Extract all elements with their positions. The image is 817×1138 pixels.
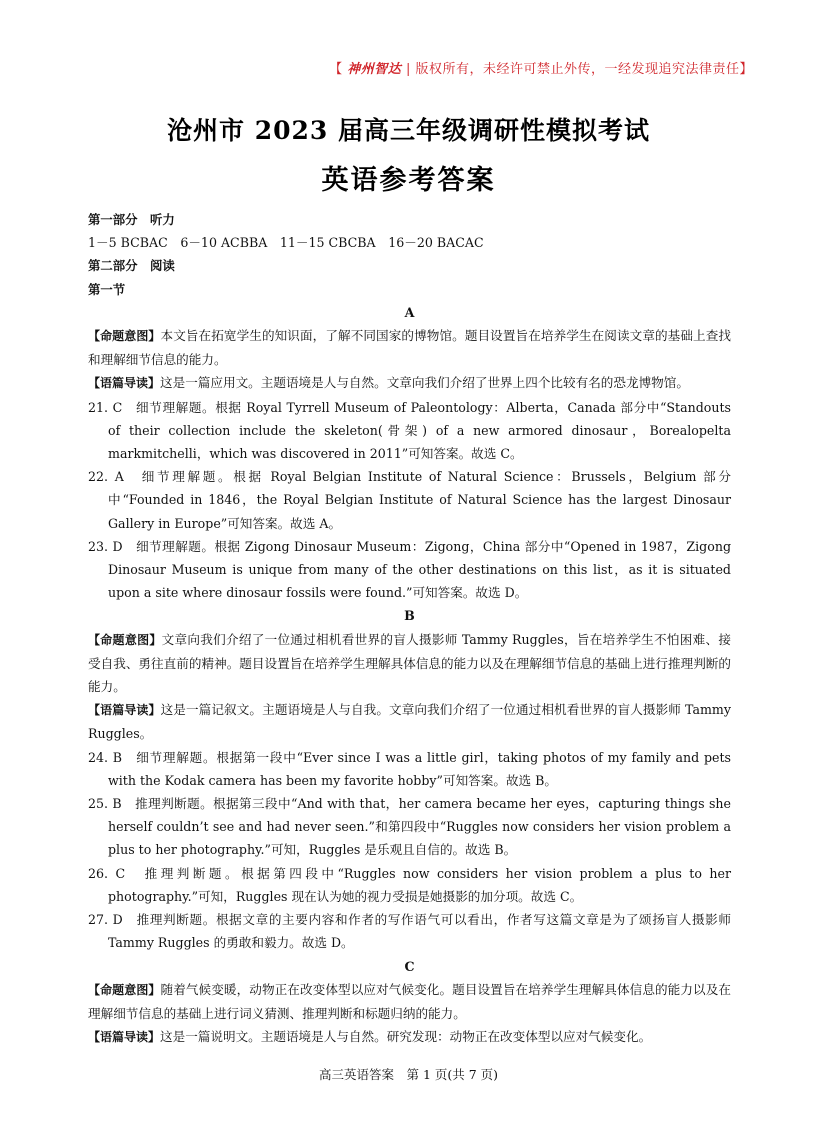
question-answer: 25. B 推理判断题。根据第三段中“And with that，her camera became her eyes，capturing things she herself couldn’t see and had never seen.”和第四段中“Ruggles now considers her vision problem a plus to her photography.”可知，Ruggles 是乐观且自信的。故选 B。 — [88, 796, 731, 858]
brand-logo: 神州智达 — [347, 62, 402, 77]
part1-heading: 第一部分 听力 — [88, 212, 175, 227]
guide-paragraph — [88, 698, 731, 745]
intent-paragraph — [88, 324, 731, 371]
document-body — [88, 208, 731, 1049]
intent-text: 文章向我们介绍了一位通过相机看世界的盲人摄影师 Tammy Ruggles，旨在培养学生不怕困难、接受自我、勇往直前的精神。题目设置旨在培养学生理解具体信息的能力以及在理解细节信息的基础上进行推理判断的能力。 — [88, 631, 731, 695]
intent-paragraph — [88, 978, 731, 1025]
intent-paragraph — [88, 628, 731, 699]
listening-answers: 1－5 BCBAC 6－10 ACBBA 11－15 CBCBA 16－20 BACAC — [88, 235, 484, 251]
guide-text: 这是一篇应用文。主题语境是人与自然。文章向我们介绍了世界上四个比较有名的恐龙博物馆。 — [160, 375, 689, 391]
question-answer: 26. C 推理判断题。根据第四段中“Ruggles now considers her vision problem a plus to her photography.”可知，Ruggles 现在认为她的视力受损是她摄影的加分项。故选 C。 — [88, 865, 731, 904]
guide-paragraph — [88, 1025, 731, 1049]
intent-tag: 【命题意图】 — [88, 632, 162, 647]
question-answer: 23. D 细节理解题。根据 Zigong Dinosaur Museum：Zigong，China 部分中“Opened in 1987，Zigong Dinosaur Museum is unique from many of the other destinations on this list，as it is situated upon a site where dinosaur fossils were found.”可知答案。故选 D。 — [88, 538, 731, 601]
guide-paragraph — [88, 371, 731, 395]
copyright-text: 版权所有，未经许可禁止外传，一经发现追究法律责任 — [415, 62, 740, 77]
guide-tag: 【语篇导读】 — [88, 376, 161, 391]
question-answer: 24. B 细节理解题。根据第一段中“Ever since I was a little girl，taking photos of my family and pets with the Kodak camera has been my favorite hobby”可知答案。故选 B。 — [88, 749, 731, 788]
section1-heading: 第一节 — [88, 281, 126, 297]
answer-key-title: 英语参考答案 — [321, 165, 496, 196]
intent-tag: 【命题意图】 — [88, 982, 161, 997]
passage-letter: A — [404, 304, 415, 320]
passage-letter: B — [404, 608, 415, 624]
passage-letter: C — [404, 958, 415, 974]
question-answer: 21. C 细节理解题。根据 Royal Tyrrell Museum of Paleontology：Alberta，Canada 部分中“Standouts of their collection include the skeleton(骨架) of a new armored dinosaur，Borealopelta markmitchelli，which was discovered in 2011”可知答案。故选 C。 — [88, 399, 731, 462]
question-answer: 27. D 推理判断题。根据文章的主要内容和作者的写作语气可以看出，作者写这篇文章是为了颂扬盲人摄影师 Tammy Ruggles 的勇敢和毅力。故选 D。 — [88, 912, 731, 951]
exam-title: 沧州市 2023 届高三年级调研性模拟考试 — [167, 116, 650, 145]
guide-tag: 【语篇导读】 — [88, 1030, 161, 1045]
guide-text: 这是一篇记叙文。主题语境是人与自我。文章向我们介绍了一位通过相机看世界的盲人摄影师 Tammy Ruggles。 — [88, 702, 731, 742]
question-answer: 22. A 细节理解题。根据 Royal Belgian Institute of Natural Science：Brussels，Belgium 部分中“Founded in 1846，the Royal Belgian Institute of Natural Science has the largest Dinosaur Gallery in Europe”可知答案。故选 A。 — [88, 469, 731, 531]
copyright-banner: 【 神州智达 | 版权所有，未经许可禁止外传，一经发现追究法律责任】 — [329, 62, 753, 77]
intent-text: 本文旨在拓宽学生的知识面，了解不同国家的博物馆。题目设置旨在培养学生在阅读文章的基础上查找和理解细节信息的能力。 — [88, 328, 731, 368]
part2-heading: 第二部分 阅读 — [88, 258, 175, 274]
guide-tag: 【语篇导读】 — [88, 703, 161, 718]
guide-text: 这是一篇说明文。主题语境是人与自然。研究发现：动物正在改变体型以应对气候变化。 — [160, 1029, 652, 1045]
intent-text: 随着气候变暖，动物正在改变体型以应对气候变化。题目设置旨在培养学生理解具体信息的能力以及在理解细节信息的基础上进行词义猜测、推理判断和标题归纳的能力。 — [88, 981, 731, 1021]
intent-tag: 【命题意图】 — [88, 329, 161, 344]
page-footer: 高三英语答案 第 1 页(共 7 页) — [318, 1067, 499, 1082]
